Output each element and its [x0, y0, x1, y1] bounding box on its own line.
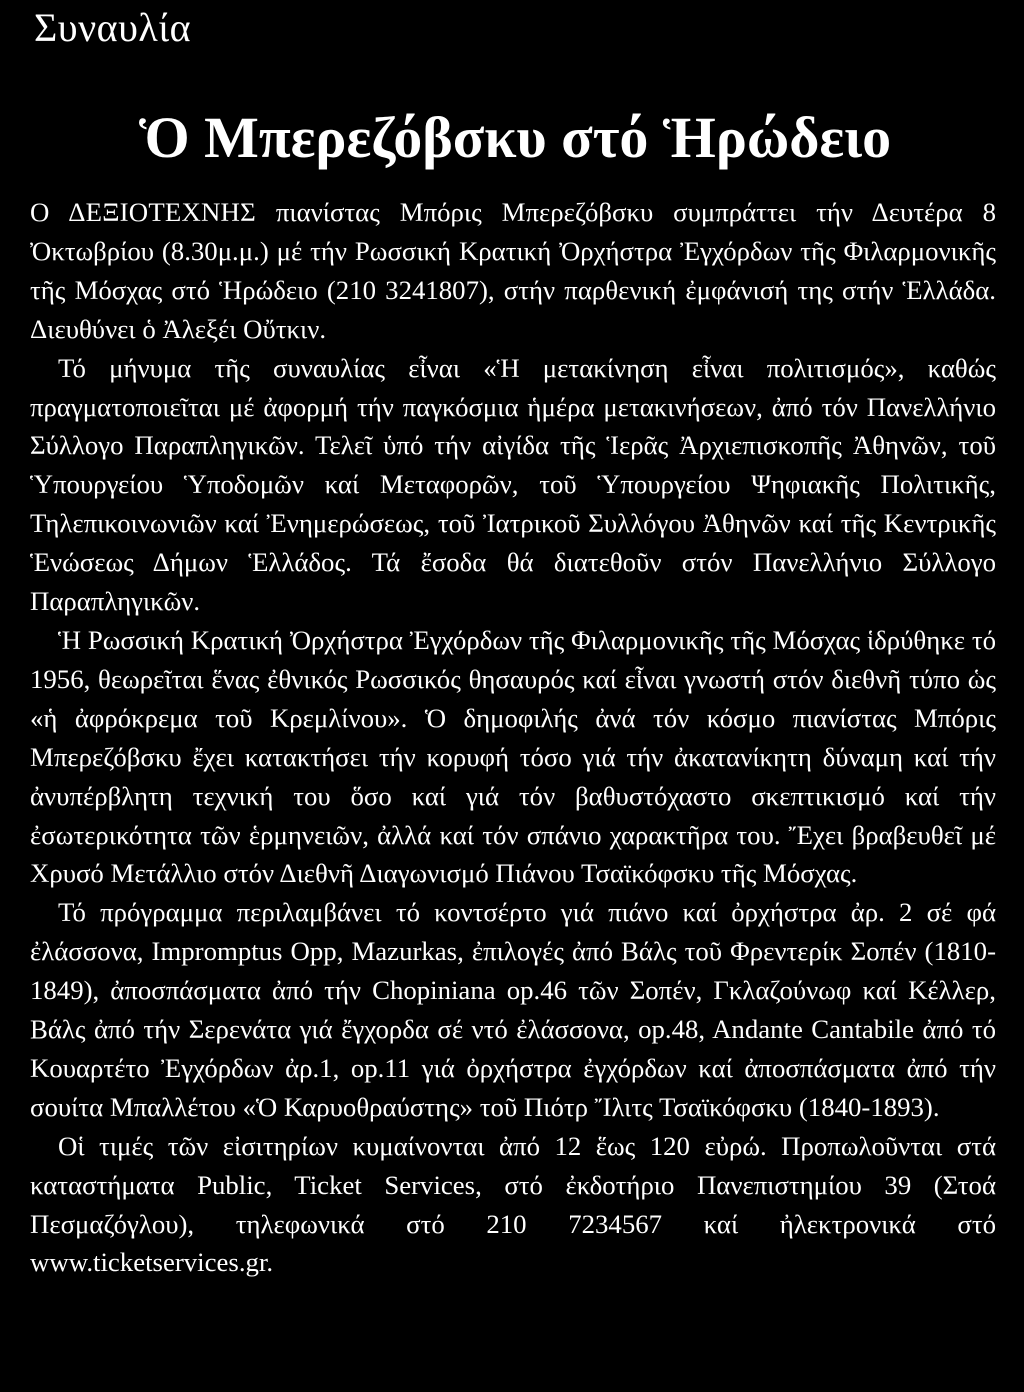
article-paragraph: Οἱ τιμές τῶν εἰσιτηρίων κυμαίνονται ἀπό 12 ἕως 120 εὐρώ. Προπωλοῦνται στά καταστήματα Public, Ticket Services, στό ἐκδοτήριο Πανεπιστημίου 39 (Στοά Πεσμαζόγλου), τηλεφωνικά στό 210 7234567 καί ἠλεκτρονικά στό www.ticketservices.gr. — [30, 1130, 996, 1278]
lead-caps: Ο ΔΕΞΙΟΤΕΧΝΗΣ — [30, 197, 256, 227]
article-headline: Ὁ Μπερεζόβσκυ στό Ἡρώδειο — [138, 105, 892, 170]
paragraph-text: πιανίστας Μπόρις Μπερεζόβσκυ συμπράττει τήν Δευτέρα 8 Ὀκτωβρίου (8.30μ.μ.) μέ τήν Ρωσσική Κρατική Ὀρχήστρα Ἐγχόρδων τῆς Φιλαρμονικῆς τῆς Μόσχας στό Ἡρώδειο (210 3241807), στήν παρθενική ἐμφάνισή της στήν Ἑλλάδα. Διευθύνει ὁ Ἀλεξέι Οὔτκιν. — [30, 197, 996, 344]
article-paragraph: Ἡ Ρωσσική Κρατική Ὀρχήστρα Ἐγχόρδων τῆς Φιλαρμονικῆς τῆς Μόσχας ἱδρύθηκε τό 1956, θεωρεῖται ἕνας ἐθνικός Ρωσσικός θησαυρός καί εἶναι γνωστή στόν διεθνῆ τύπο ὡς «ἡ ἀφρόκρεμα τοῦ Κρεμλίνου». Ὁ δημοφιλής ἀνά τόν κόσμο πιανίστας Μπόρις Μπερεζόβσκυ ἔχει κατακτήσει τήν κορυφή τόσο γιά τήν ἀκατανίκητη δύναμη καί τήν ἀνυπέρβλητη τεχνική του ὅσο καί γιά τόν βαθυστόχαστο σκεπτικισμό καί τήν ἐσωτερικότητα τῶν ἑρμηνειῶν, ἀλλά καί τόν σπάνιο χαρακτῆρα του. Ἔχει βραβευθεῖ μέ Χρυσό Μετάλλιο στόν Διεθνῆ Διαγωνισμό Πιάνου Τσαϊκόφσκυ τῆς Μόσχας. — [30, 624, 996, 889]
article-paragraph: Τό μήνυμα τῆς συναυλίας εἶναι «Ἡ μετακίνηση εἶναι πολιτισμός», καθώς πραγματοποιεῖται μέ ἀφορμή τήν παγκόσμια ἡμέρα μετακινήσεων, ἀπό τόν Πανελλήνιο Σύλλογο Παραπληγικῶν. Τελεῖ ὑπό τήν αἰγίδα τῆς Ἱερᾶς Ἀρχιεπισκοπῆς Ἀθηνῶν, τοῦ Ὑπουργείου Ὑποδομῶν καί Μεταφορῶν, τοῦ Ὑπουργείου Ψηφιακῆς Πολιτικῆς, Τηλεπικοινωνιῶν καί Ἐνημερώσεως, τοῦ Ἰατρικοῦ Συλλόγου Ἀθηνῶν καί τῆς Κεντρικῆς Ἑνώσεως Δήμων Ἑλλάδος. Τά ἔσοδα θά διατεθοῦν στόν Πανελλήνιο Σύλλογο Παραπληγικῶν. — [30, 352, 996, 617]
article-paragraph: Τό πρόγραμμα περιλαμβάνει τό κοντσέρτο γιά πιάνο καί ὀρχήστρα ἀρ. 2 σέ φά ἐλάσσονα, Impromptus Opp, Mazurkas, ἐπιλογές ἀπό Βάλς τοῦ Φρεντερίκ Σοπέν (1810-1849), ἀποσπάσματα ἀπό τήν Chopiniana op.46 τῶν Σοπέν, Γκλαζούνωφ καί Κέλλερ, Βάλς ἀπό τήν Σερενάτα γιά ἔγχορδα σέ ντό ἐλάσσονα, op.48, Andante Cantabile ἀπό τό Κουαρτέτο Ἐγχόρδων ἀρ.1, op.11 γιά ὀρχήστρα ἐγχόρδων καί ἀποσπάσματα ἀπό τήν σουίτα Μπαλλέτου «Ὁ Καρυοθραύστης» τοῦ Πιότρ Ἴλιτς Τσαϊκόφσκυ (1840-1893). — [30, 897, 996, 1122]
section-label: Συναυλία — [34, 5, 192, 50]
article-paragraph — [30, 193, 996, 349]
article-body — [30, 193, 996, 1282]
